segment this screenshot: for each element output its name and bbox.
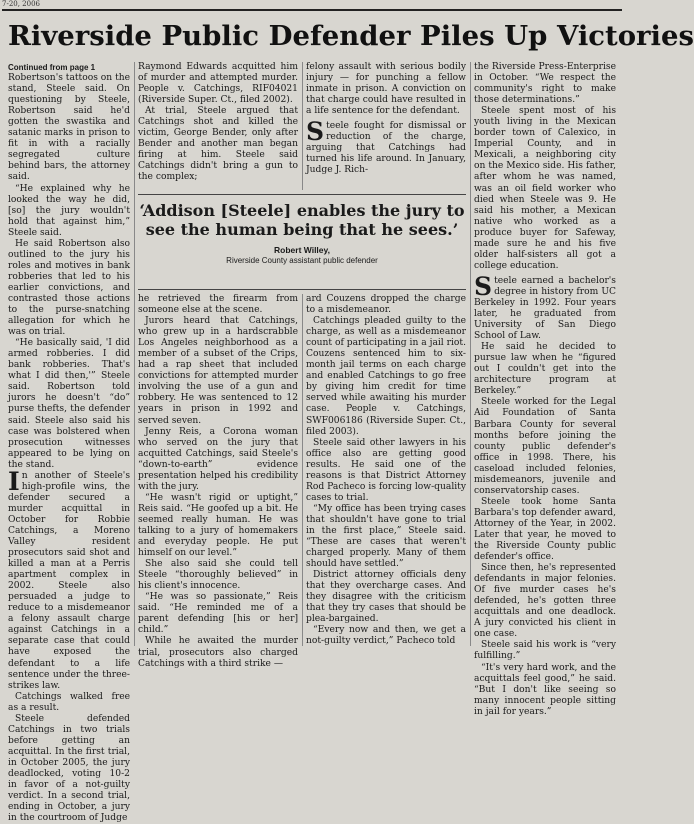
- pull-quote: [138, 194, 466, 290]
- paragraph: Robertson's tattoos on the stand, Steele said. On questioning by Steele, Robertson said he'd gotten the swastika and satanic marks in prison to fit in with a racially segregated culture behind bars, the attorney said.: [8, 73, 131, 183]
- paragraph: District attorney officials deny that they overcharge cases. And they disagree with the criticism that they try cases that should be plea-bargained.: [306, 570, 466, 625]
- paragraph: Catchings walked free as a result.: [8, 691, 130, 713]
- paragraph: Steele said his work is “very fulfilling.”: [474, 640, 616, 662]
- paragraph: ard Couzens dropped the charge to a misdemeanor.: [306, 294, 466, 316]
- drop-cap: I: [8, 466, 20, 496]
- paragraph: Jenny Reis, a Corona woman who served on the jury that acquitted Catchings, said Steele's “down-to-earth” evidence presentation helped his credibility with the jury.: [138, 426, 298, 492]
- paragraph: he retrieved the firearm from someone else at the scene.: [138, 294, 298, 316]
- column-rule: [302, 294, 303, 646]
- column-rule: [134, 62, 135, 646]
- top-rule: [2, 9, 622, 11]
- paragraph: Steele said other lawyers in his office also are getting good results. He said one of the reasons is that District Attorney Rod Pacheco is forcing low-quality cases to trial.: [306, 437, 466, 503]
- column-rule: [470, 62, 471, 646]
- paragraph: Since then, he's represented defendants in major felonies. Of five murder cases he's defended, he's gotten three acquittals and one deadlock. A jury convicted his client in one case.: [474, 563, 616, 640]
- drop-cap: S: [306, 117, 325, 147]
- column-rule: [302, 62, 303, 190]
- paragraph: He said Robertson also outlined to the jury his roles and motives in bank robberies that led to his earlier convictions, and contrasted those actions to the purse-snatching allegation for which he was on trial.: [8, 238, 130, 338]
- paragraph: “He wasn't rigid or uptight,” Reis said. “He goofed up a bit. He seemed really human. He was talking to a jury of homemakers and everyday people. He put himself on our level.”: [138, 492, 298, 559]
- paragraph: [8, 466, 130, 692]
- headline: Riverside Public Defender Piles Up Victories: [8, 20, 694, 52]
- pull-quote-role: Riverside County assistant public defender: [226, 256, 378, 265]
- paragraph-text: teele fought for dismissal or reduction of the charge, arguing that Catchings had turned his life around. In January, Judge J. Rich-: [306, 121, 466, 176]
- paragraph: the Riverside Press-Enterprise in October. “We respect the community's right to make those determinations.”: [474, 62, 616, 106]
- paragraph: “My office has been trying cases that shouldn't have gone to trial in the first place,” Steele said. “These are cases that weren't charged properly. Many of them should have settled.”: [306, 503, 466, 570]
- paragraph: Catchings pleaded guilty to the charge, as well as a misdemeanor count of participating in a jail riot. Couzens sentenced him to six-month jail terms on each charge and enabled Catchings to go free by giving him credit for time served while awaiting his murder case. People v. Catchings, SWF006186 (Riverside Super. Ct., filed 2003).: [306, 316, 466, 437]
- paragraph: “Every now and then, we get a not-guilty verdict,” Pacheco told: [306, 625, 466, 647]
- paragraph: He said he decided to pursue law when he “figured out I couldn't get into the architecture program at Berkeley.”: [474, 342, 616, 397]
- column-3-bottom: [306, 294, 466, 646]
- paragraph: “He basically said, 'I did armed robberies. I did bank robberies. That's what I did then,'” Steele said. Robertson told jurors he doesn't “do” purse thefts, the defender said. Steele also said his case was bolstered when prosecution witnesses appeared to be lying on the stand.: [8, 338, 130, 470]
- paragraph: felony assault with serious bodily injury — for punching a fellow inmate in prison. A conviction on that charge could have resulted in a life sentence for the defendant.: [306, 62, 466, 117]
- paragraph: Steele took home Santa Barbara's top defender award, Attorney of the Year, in 2002. Later that year, he moved to the Riverside County public defender's office.: [474, 496, 616, 563]
- drop-cap: S: [474, 271, 493, 301]
- paragraph: “He was so passionate,” Reis said. “He reminded me of a parent defending [his or her] child.”: [138, 592, 298, 636]
- paragraph: Raymond Edwards acquitted him of murder and attempted murder. People v. Catchings, RIF04021 (Riverside Super. Ct., filed 2002).: [138, 62, 298, 106]
- column-1: [8, 62, 131, 824]
- paragraph: She also said she could tell Steele “thoroughly believed” in his client's innocence.: [138, 559, 298, 592]
- paragraph: Steele spent most of his youth living in the Mexican border town of Calexico, in Imperial County, and in Mexicali, a neighboring city on the Mexico side. His father, after whom he was named, was an oil field worker who died when Steele was 9. He said his mother, a Mexican native who worked as a produce buyer for Safeway, made sure he and his five older half-sisters all got a college education.: [474, 106, 616, 271]
- paragraph: “He explained why he looked the way he did, [so] the jury wouldn't hold that against him,” Steele said.: [8, 183, 130, 238]
- column-2-top: [138, 62, 298, 190]
- paragraph: Steele worked for the Legal Aid Foundation of Santa Barbara County for several months before joining the county public defender's office in 1998. There, his caseload included felonies, misdemeanors, juvenile and conservatorship cases.: [474, 397, 616, 496]
- column-2-bottom: [138, 294, 298, 669]
- pull-quote-attribution: Robert Willey,: [274, 245, 330, 255]
- paragraph-text: teele earned a bachelor's degree in history from UC Berkeley in 1992. Four years later, he graduated from University of San Diego School of Law.: [474, 275, 616, 342]
- paragraph-text: n another of Steele's high-profile wins, the defender secured a murder acquittal in October for Robbie Catchings, a Moreno Valley resident prosecutors said shot and killed a man at a Perris apartment complex in 2002. Steele also persuaded a judge to reduce to a misdemeanor a felony assault charge against Catchings in a separate case that could have exposed the defendant to a life sentence under the three-strikes law.: [8, 470, 130, 691]
- paragraph: At trial, Steele argued that Catchings shot and killed the victim, George Bender, only after Bender and another man began firing at him. Steele said Catchings didn't bring a gun to the complex;: [138, 106, 298, 183]
- paragraph: [306, 117, 466, 176]
- continued-line: Continued from page 1: [8, 63, 96, 72]
- pull-quote-text: ‘Addison [Steele] enables the jury to see the human being that he sees.’: [139, 201, 465, 239]
- dateline: 7-20, 2006: [2, 0, 40, 8]
- column-4: [474, 62, 616, 717]
- column-3-top: [306, 62, 466, 190]
- paragraph: While he awaited the murder trial, prosecutors also charged Catchings with a third strike —: [138, 636, 298, 669]
- paragraph: “It's very hard work, and the acquittals feel good,” he said. “But I don't like seeing so many innocent people sitting in jail for years.”: [474, 662, 616, 717]
- paragraph: Steele defended Catchings in two trials before getting an acquittal. In the first trial, in October 2005, the jury deadlocked, voting 10-2 in favor of a not-guilty verdict. In a second trial, ending in October, a jury in the courtroom of Judge: [8, 713, 130, 824]
- paragraph: Jurors heard that Catchings, who grew up in a hardscrabble Los Angeles neighborhood as a member of a subset of the Crips, had a rap sheet that included convictions for attempted murder involving the use of a gun and robbery. He was sentenced to 12 years in prison in 1992 and served seven.: [138, 316, 298, 426]
- paragraph: [474, 271, 616, 342]
